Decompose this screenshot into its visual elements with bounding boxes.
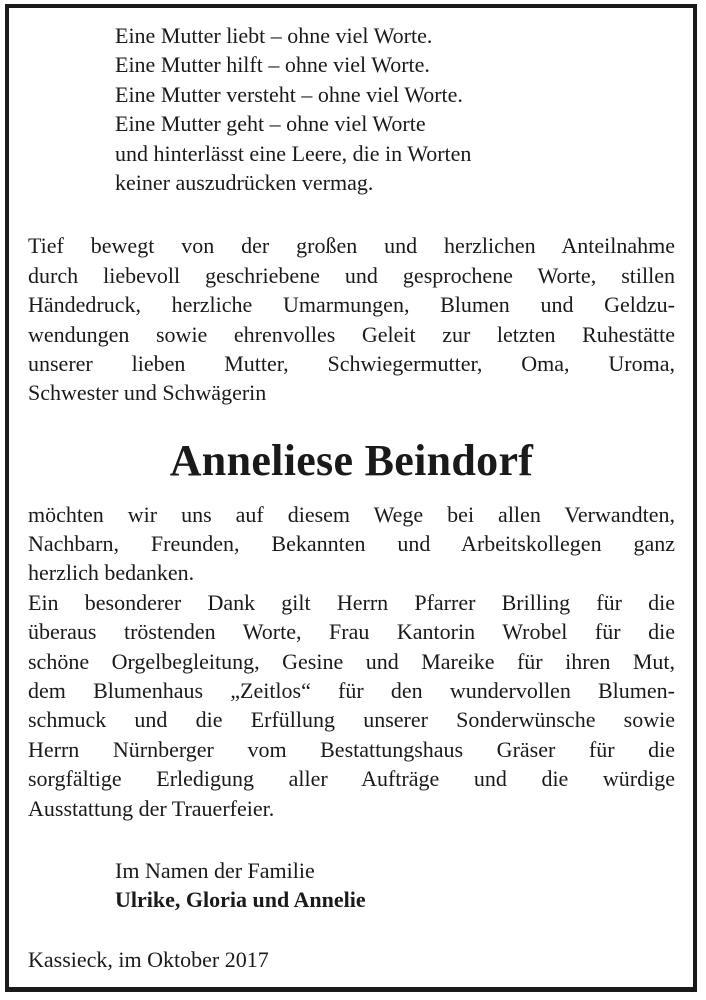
thanks-paragraph bbox=[28, 500, 675, 588]
signature-prefix: Im Namen der Familie bbox=[115, 857, 315, 883]
intro-line: wendungen sowie ehrenvolles Geleit zur letzten Ruhestätte bbox=[28, 321, 675, 347]
poem bbox=[115, 21, 675, 197]
thanks-line: Nachbarn, Freunden, Bekannten und Arbeitskollegen ganz bbox=[28, 531, 675, 557]
intro-line: Schwester und Schwägerin bbox=[28, 380, 267, 406]
poem-line: Eine Mutter hilft – ohne viel Worte. bbox=[115, 52, 430, 78]
special-thanks-line: dem Blumenhaus „Zeitlos“ für den wundervollen Blumen- bbox=[28, 678, 675, 704]
poem-line: Eine Mutter versteht – ohne viel Worte. bbox=[115, 81, 463, 107]
intro-line: unserer lieben Mutter, Schwiegermutter, Oma, Uroma, bbox=[28, 350, 675, 376]
poem-line: und hinterlässt eine Leere, die in Worten bbox=[115, 140, 472, 166]
special-thanks-paragraph bbox=[28, 588, 675, 823]
thanks-line: herzlich bedanken. bbox=[28, 560, 195, 586]
place-date-text: Kassieck, im Oktober 2017 bbox=[28, 946, 269, 972]
intro-line: Händedruck, herzliche Umarmungen, Blumen und Geldzu- bbox=[28, 292, 675, 318]
place-date bbox=[28, 945, 675, 974]
special-thanks-line: schöne Orgelbegleitung, Gesine und Mareike für ihren Mut, bbox=[28, 648, 675, 674]
signature-names: Ulrike, Gloria und Annelie bbox=[115, 887, 366, 913]
deceased-name: Anneliese Beindorf bbox=[169, 435, 534, 485]
special-thanks-line: Ausstattung der Trauerfeier. bbox=[28, 795, 275, 821]
special-thanks-line: überaus tröstenden Worte, Frau Kantorin Wrobel für die bbox=[28, 619, 675, 645]
special-thanks-line: schmuck und die Erfüllung unserer Sonderwünsche sowie bbox=[28, 707, 675, 733]
special-thanks-line: sorgfältige Erledigung aller Aufträge und die würdige bbox=[28, 766, 675, 792]
notice-content bbox=[28, 21, 675, 974]
poem-line: Eine Mutter geht – ohne viel Worte bbox=[115, 111, 426, 137]
intro-line: Tief bewegt von der großen und herzlichen Anteilnahme bbox=[28, 233, 675, 259]
intro-line: durch liebevoll geschriebene und gesprochene Worte, stillen bbox=[28, 262, 675, 288]
special-thanks-line: Ein besonderer Dank gilt Herrn Pfarrer Brilling für die bbox=[28, 589, 675, 615]
signature-block bbox=[115, 856, 675, 915]
thanks-line: möchten wir uns auf diesem Wege bei allen Verwandten, bbox=[28, 501, 675, 527]
poem-line: Eine Mutter liebt – ohne viel Worte. bbox=[115, 23, 433, 48]
poem-line: keiner auszudrücken vermag. bbox=[115, 169, 374, 195]
intro-paragraph bbox=[28, 231, 675, 407]
special-thanks-line: Herrn Nürnberger vom Bestattungshaus Gräser für die bbox=[28, 736, 675, 762]
